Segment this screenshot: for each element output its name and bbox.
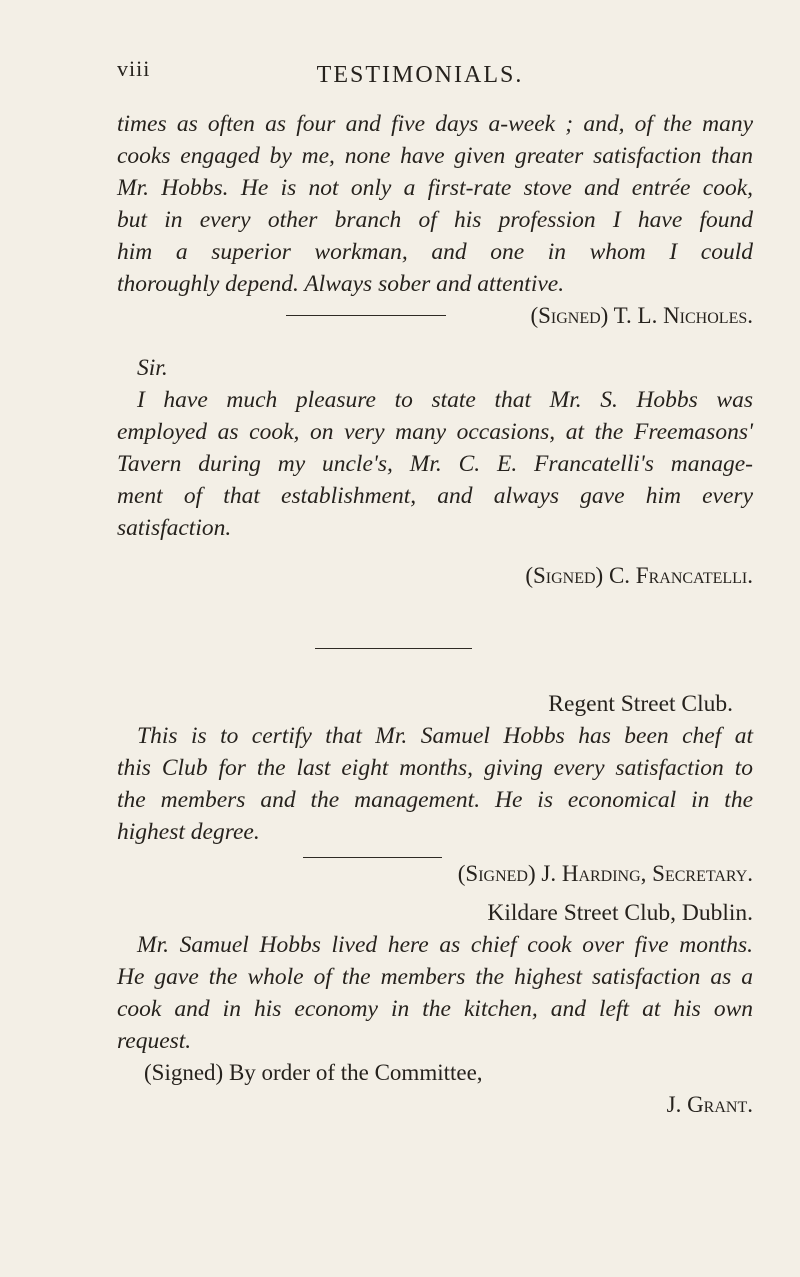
text-line: Mr. Samuel Hobbs lived here as chief cook over five months. — [137, 932, 753, 958]
signature: (Signed) C. Francatelli. — [525, 563, 753, 588]
text-line: employed as cook, on very many occasions, at the Freemasons' — [117, 419, 753, 445]
testimonial-regent-street-club — [117, 688, 753, 890]
text-line: cooks engaged by me, none have given greater satisfaction than — [117, 143, 753, 169]
text-line: ment of that establishment, and always gave him every — [117, 483, 753, 509]
club-heading: Kildare Street Club, Dublin. — [487, 900, 753, 926]
text-line: but in every other branch of his profession I have found — [117, 207, 753, 233]
text-line: request. — [117, 1028, 192, 1054]
signature: J. Grant. — [666, 1092, 753, 1117]
text-line: I have much pleasure to state that Mr. S. Hobbs was — [137, 387, 753, 413]
testimonial-nicholes — [117, 108, 753, 332]
text-line: thoroughly depend. Always sober and attentive. — [117, 271, 565, 297]
club-heading: Regent Street Club. — [548, 691, 733, 717]
text-line: This is to certify that Mr. Samuel Hobbs has been chef at — [137, 723, 753, 749]
text-line: Mr. Hobbs. He is not only a first-rate stove and entrée cook, — [117, 175, 753, 201]
salutation: Sir. — [137, 355, 168, 381]
divider-rule — [286, 315, 446, 316]
divider-rule — [303, 857, 442, 858]
signature-line: (Signed) By order of the Committee, — [144, 1060, 483, 1085]
text-line: He gave the whole of the members the highest satisfaction as a — [117, 964, 753, 990]
text-line: satisfaction. — [117, 515, 232, 541]
testimonial-kildare-street-club — [117, 897, 753, 1121]
text-line: this Club for the last eight months, giving every satisfaction to — [117, 755, 753, 781]
text-line: him a superior workman, and one in whom I could — [117, 239, 753, 265]
page-number: viii — [117, 56, 151, 81]
text-line: highest degree. — [117, 819, 260, 845]
divider-rule — [315, 648, 472, 649]
text-line: Tavern during my uncle's, Mr. C. E. Francatelli's manage- — [117, 451, 753, 477]
running-head: TESTIMONIALS. — [316, 62, 524, 88]
signature: (Signed) J. Harding, Secretary. — [457, 861, 753, 886]
text-line: cook and in his economy in the kitchen, and left at his own — [117, 996, 753, 1022]
text-line: times as often as four and five days a-week ; and, of the many — [117, 111, 753, 137]
text-line: the members and the management. He is economical in the — [117, 787, 753, 813]
signature: (Signed) T. L. Nicholes. — [530, 303, 753, 328]
testimonial-francatelli — [117, 352, 753, 592]
